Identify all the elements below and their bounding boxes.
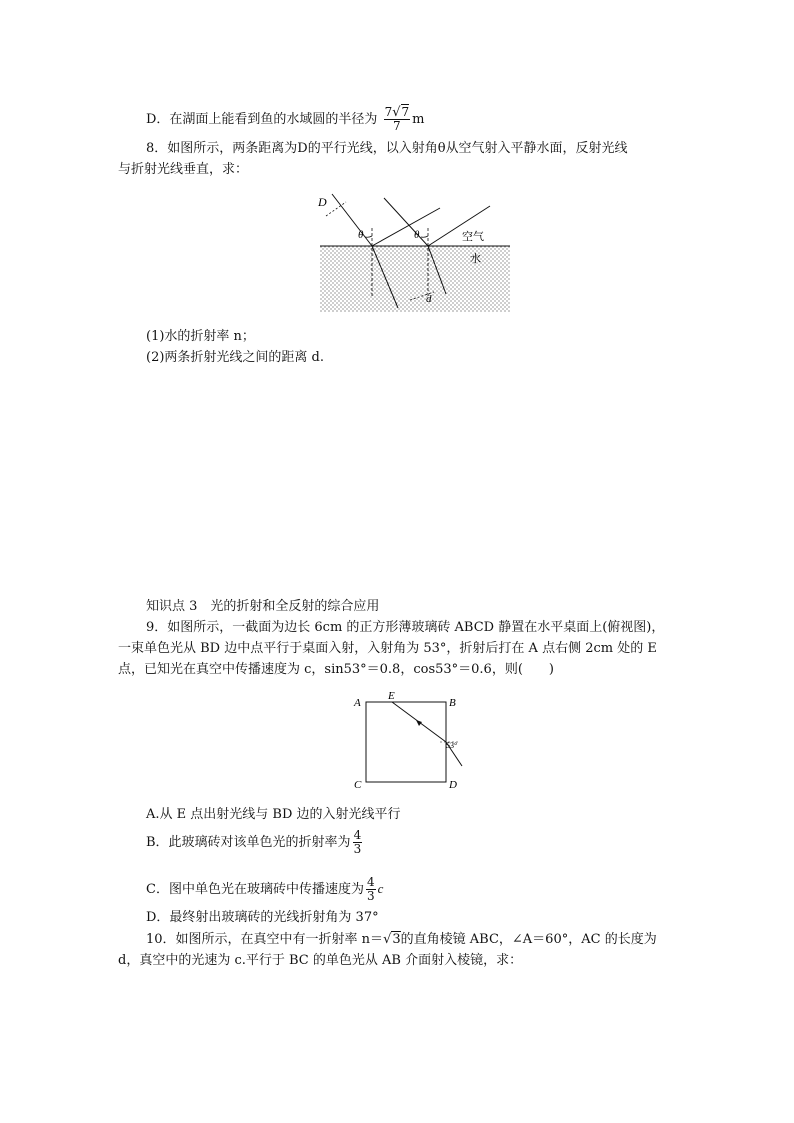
section-title: 知识点 3 光的折射和全反射的综合应用 <box>146 599 380 614</box>
q9-option-b-den: 3 <box>353 842 362 856</box>
q7-option-d <box>146 106 424 133</box>
q8-figure <box>310 188 520 318</box>
q9-option-a: A.从 E 点出射光线与 BD 边的入射光线平行 <box>146 807 401 822</box>
q9-option-b-num: 4 <box>353 828 362 842</box>
q9-label-D: D <box>449 779 457 790</box>
q8-reflected-ray-1 <box>372 208 440 246</box>
q9-option-b <box>146 829 364 856</box>
q9-stem-line2: 一束单色光从 BD 边中点平行于桌面入射，入射角为 53°，折射后打在 A 点右侧 2cm 处的 E <box>118 641 657 656</box>
q8-stem-line1: 8．如图所示，两条距离为D的平行光线，以入射角θ从空气射入平静水面，反射光线 <box>146 141 628 156</box>
q9-label-E: E <box>388 690 395 702</box>
q7-frac-coef: 7 <box>384 105 393 119</box>
q9-option-c-text: C．图中单色光在玻璃砖中传播速度为 <box>146 882 364 897</box>
q9-option-c-num: 4 <box>366 875 375 889</box>
q10-root: 3 <box>392 932 401 947</box>
q9-option-c <box>146 876 383 903</box>
q9-label-A: A <box>354 697 361 709</box>
q10-stem-line2: d，真空中的光速为 c.平行于 BC 的单色光从 AB 介面射入棱镜，求： <box>118 953 523 968</box>
q9-label-B: B <box>449 697 456 709</box>
q8-incident-ray-2 <box>384 198 428 246</box>
q9-stem-line1: 9．如图所示，一截面为边长 6cm 的正方形薄玻璃砖 ABCD 静置在水平桌面上(俯视图)， <box>146 620 665 635</box>
q8-incident-ray-1 <box>332 194 372 246</box>
q7-frac-den: 7 <box>393 119 401 133</box>
q9-option-c-tail: c <box>377 881 384 896</box>
q8-label-D: D <box>318 195 327 209</box>
q10-stem-line1: 10．如图所示，在真空中有一折射率 n＝√3的直角棱镜 ABC，∠A＝60°，AC 的长度为 <box>146 932 657 947</box>
q9-option-b-fraction <box>353 829 363 856</box>
q9-label-angle: 53° <box>446 741 458 750</box>
q7-unit: m <box>412 112 425 127</box>
q8-label-d: d <box>426 293 432 305</box>
q9-label-C: C <box>354 779 362 790</box>
q8-angle-arc-2 <box>421 236 428 237</box>
q9-stem-line3: 点，已知光在真空中传播速度为 c，sin53°＝0.8，cos53°＝0.6，则( ) <box>118 662 554 677</box>
q9-option-c-fraction <box>366 876 376 903</box>
q7-frac-root: 7 <box>401 105 410 119</box>
q9-option-d: D．最终射出玻璃砖的光线折射角为 37° <box>146 910 379 925</box>
q10-stem-line1-a: 10．如图所示，在真空中有一折射率 n＝ <box>146 932 384 947</box>
q8-label-theta-1: θ <box>358 229 364 241</box>
q8-label-water: 水 <box>470 253 481 265</box>
q9-option-c-den: 3 <box>366 889 375 903</box>
q8-label-theta-2: θ <box>414 229 420 241</box>
q9-square-ABCD <box>366 702 446 782</box>
q8-sub-question-2: (2)两条折射光线之间的距离 d. <box>146 350 325 365</box>
q8-label-air: 空气 <box>462 231 484 243</box>
q9-option-b-text: B．此玻璃砖对该单色光的折射率为 <box>146 835 351 850</box>
q9-figure <box>350 690 490 790</box>
q8-water-region <box>320 246 510 312</box>
q8-angle-arc-1 <box>365 236 372 237</box>
q9-arrow <box>416 720 422 726</box>
q10-stem-line1-b: 的直角棱镜 ABC，∠A＝60°，AC 的长度为 <box>400 932 657 947</box>
q7-option-d-fraction: $\frac{7√7}{7}$ <box>384 105 410 133</box>
q8-stem-line2: 与折射光线垂直，求： <box>118 162 249 177</box>
q8-sub-question-1: (1)水的折射率 n； <box>146 329 255 344</box>
q7-option-d-text: D．在湖面上能看到鱼的水域圆的半径为 <box>146 112 378 127</box>
